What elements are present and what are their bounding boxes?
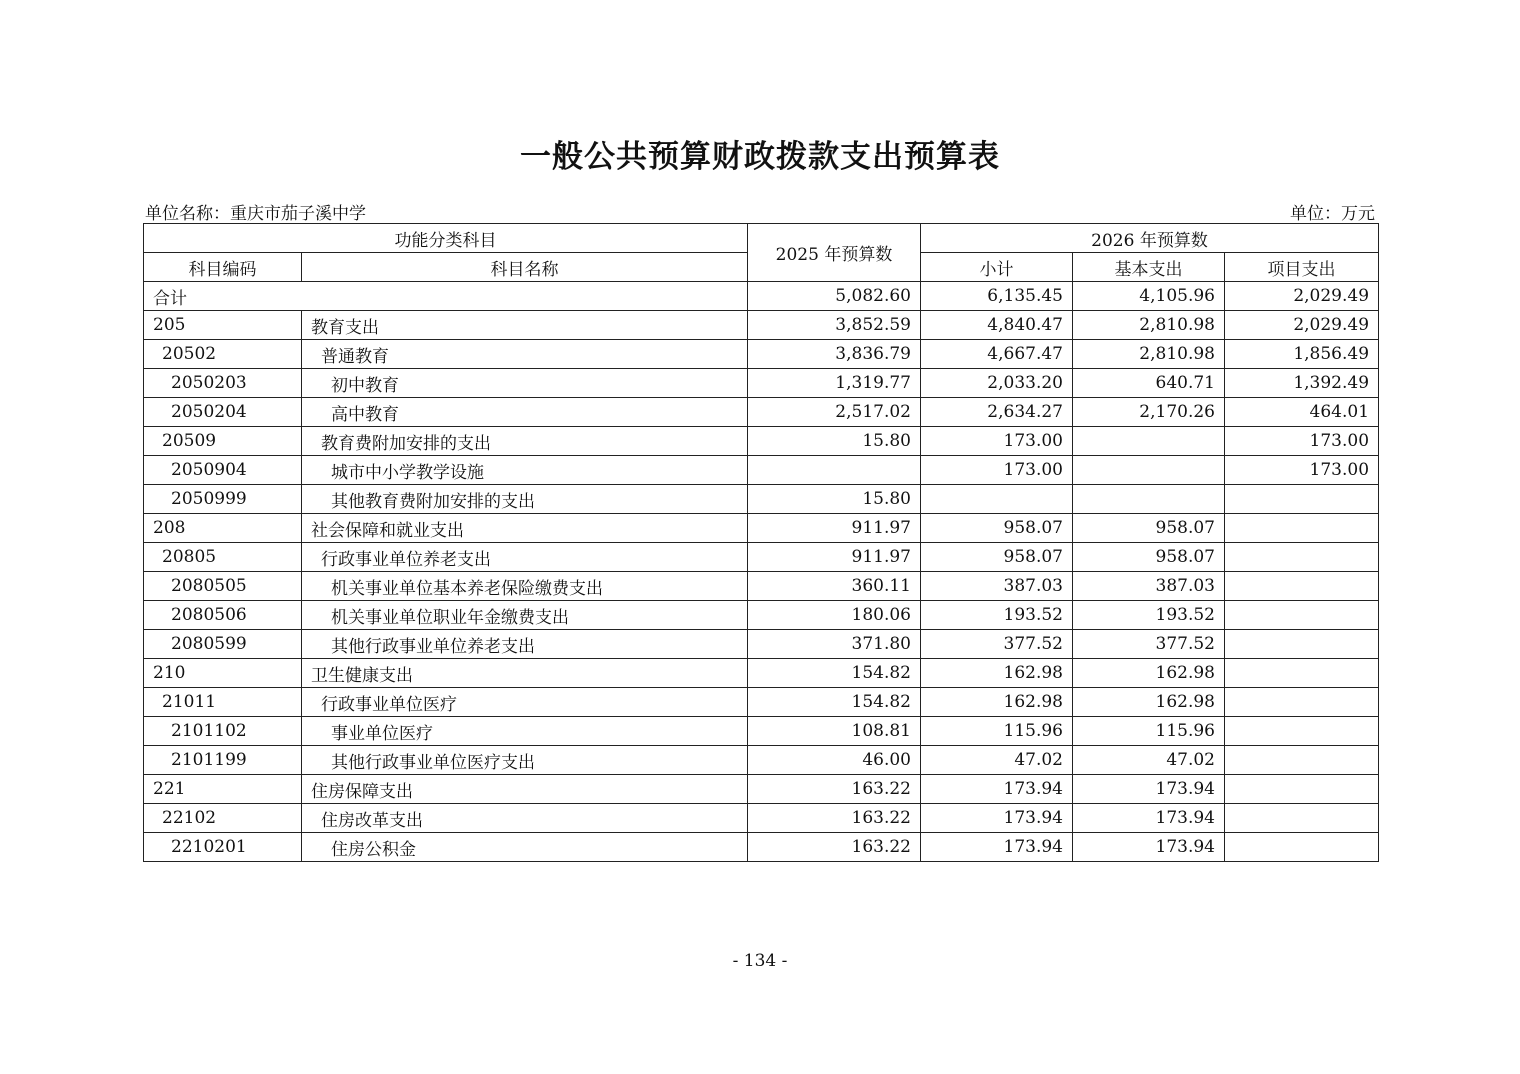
table-row [144,804,1379,833]
cell-code: 2080505 [144,572,302,601]
table-row [144,543,1379,572]
cell-code: 20805 [144,543,302,572]
cell-project: 2,029.49 [1225,311,1379,340]
cell-2025: 108.81 [748,717,921,746]
cell-name: 其他教育费附加安排的支出 [302,485,748,514]
cell-2025: 911.97 [748,543,921,572]
cell-name: 教育支出 [302,311,748,340]
cell-basic: 173.94 [1073,833,1225,862]
cell-subtotal: 193.52 [921,601,1073,630]
cell-2025: 163.22 [748,804,921,833]
table-row [144,398,1379,427]
cell-2025 [748,456,921,485]
cell-basic: 193.52 [1073,601,1225,630]
header-subtotal: 小计 [921,253,1073,282]
cell-name: 住房保障支出 [302,775,748,804]
cell-2025: 3,836.79 [748,340,921,369]
cell-code: 2050204 [144,398,302,427]
total-project: 2,029.49 [1225,282,1379,311]
cell-project [1225,485,1379,514]
cell-code: 21011 [144,688,302,717]
cell-name: 行政事业单位养老支出 [302,543,748,572]
cell-project [1225,833,1379,862]
cell-basic: 162.98 [1073,688,1225,717]
cell-project [1225,572,1379,601]
cell-name: 机关事业单位基本养老保险缴费支出 [302,572,748,601]
cell-project [1225,717,1379,746]
cell-subtotal: 958.07 [921,514,1073,543]
cell-2025: 3,852.59 [748,311,921,340]
cell-code: 2050999 [144,485,302,514]
total-basic: 4,105.96 [1073,282,1225,311]
table-row [144,485,1379,514]
cell-name: 高中教育 [302,398,748,427]
total-label: 合计 [144,282,748,311]
cell-basic: 387.03 [1073,572,1225,601]
cell-name: 城市中小学教学设施 [302,456,748,485]
cell-code: 2080599 [144,630,302,659]
cell-subtotal: 115.96 [921,717,1073,746]
total-2025: 5,082.60 [748,282,921,311]
cell-project [1225,688,1379,717]
cell-2025: 1,319.77 [748,369,921,398]
cell-project [1225,746,1379,775]
budget-table [143,223,1379,862]
page-title: 一般公共预算财政拨款支出预算表 [520,139,1000,175]
cell-2025: 911.97 [748,514,921,543]
table-row [144,369,1379,398]
cell-subtotal: 173.94 [921,804,1073,833]
cell-name: 机关事业单位职业年金缴费支出 [302,601,748,630]
cell-basic: 640.71 [1073,369,1225,398]
cell-basic: 958.07 [1073,514,1225,543]
cell-basic: 47.02 [1073,746,1225,775]
cell-name: 住房公积金 [302,833,748,862]
cell-project [1225,601,1379,630]
cell-basic: 173.94 [1073,804,1225,833]
header-budget-2026: 2026 年预算数 [921,224,1379,253]
table-row [144,514,1379,543]
table-row [144,630,1379,659]
cell-code: 22102 [144,804,302,833]
table-row [144,746,1379,775]
cell-subtotal: 173.94 [921,833,1073,862]
header-basic: 基本支出 [1073,253,1225,282]
cell-name: 住房改革支出 [302,804,748,833]
cell-basic: 2,170.26 [1073,398,1225,427]
table-row [144,688,1379,717]
page-number: - 134 - [732,951,788,971]
cell-2025: 46.00 [748,746,921,775]
cell-project: 464.01 [1225,398,1379,427]
cell-subtotal: 162.98 [921,659,1073,688]
cell-code: 2101199 [144,746,302,775]
cell-2025: 15.80 [748,485,921,514]
table-row [144,456,1379,485]
cell-project [1225,514,1379,543]
table-row [144,427,1379,456]
cell-subtotal: 47.02 [921,746,1073,775]
cell-code: 2101102 [144,717,302,746]
cell-subtotal: 162.98 [921,688,1073,717]
cell-2025: 15.80 [748,427,921,456]
cell-2025: 154.82 [748,688,921,717]
cell-2025: 371.80 [748,630,921,659]
cell-name: 教育费附加安排的支出 [302,427,748,456]
header-name: 科目名称 [302,253,748,282]
cell-basic [1073,427,1225,456]
cell-name: 行政事业单位医疗 [302,688,748,717]
cell-subtotal: 377.52 [921,630,1073,659]
table-row [144,311,1379,340]
table-row [144,572,1379,601]
table-row [144,601,1379,630]
cell-subtotal: 173.00 [921,456,1073,485]
cell-project: 1,392.49 [1225,369,1379,398]
unit-name: 单位名称：重庆市茄子溪中学 [145,204,366,224]
cell-project [1225,659,1379,688]
cell-name: 事业单位医疗 [302,717,748,746]
cell-code: 210 [144,659,302,688]
cell-2025: 163.22 [748,775,921,804]
cell-subtotal: 2,033.20 [921,369,1073,398]
cell-subtotal: 2,634.27 [921,398,1073,427]
cell-basic [1073,485,1225,514]
cell-2025: 180.06 [748,601,921,630]
cell-basic: 2,810.98 [1073,340,1225,369]
cell-2025: 163.22 [748,833,921,862]
table-row [144,717,1379,746]
cell-subtotal [921,485,1073,514]
cell-project [1225,630,1379,659]
header-budget-2025: 2025 年预算数 [748,224,921,282]
cell-code: 2050904 [144,456,302,485]
cell-project [1225,804,1379,833]
cell-code: 221 [144,775,302,804]
cell-code: 20509 [144,427,302,456]
cell-basic: 173.94 [1073,775,1225,804]
cell-code: 2080506 [144,601,302,630]
cell-subtotal: 4,840.47 [921,311,1073,340]
table-body [144,282,1379,862]
cell-project: 1,856.49 [1225,340,1379,369]
cell-project [1225,543,1379,572]
table-row [144,340,1379,369]
cell-name: 卫生健康支出 [302,659,748,688]
unit-label: 单位：万元 [1290,204,1375,224]
total-row [144,282,1379,311]
cell-2025: 154.82 [748,659,921,688]
cell-name: 其他行政事业单位养老支出 [302,630,748,659]
cell-subtotal: 387.03 [921,572,1073,601]
cell-basic: 377.52 [1073,630,1225,659]
cell-basic [1073,456,1225,485]
cell-name: 其他行政事业单位医疗支出 [302,746,748,775]
cell-basic: 2,810.98 [1073,311,1225,340]
cell-subtotal: 958.07 [921,543,1073,572]
cell-name: 初中教育 [302,369,748,398]
cell-code: 208 [144,514,302,543]
cell-subtotal: 173.94 [921,775,1073,804]
cell-basic: 958.07 [1073,543,1225,572]
header-functional: 功能分类科目 [144,224,748,253]
cell-2025: 360.11 [748,572,921,601]
cell-code: 205 [144,311,302,340]
cell-basic: 115.96 [1073,717,1225,746]
header-project: 项目支出 [1225,253,1379,282]
total-subtotal: 6,135.45 [921,282,1073,311]
cell-subtotal: 173.00 [921,427,1073,456]
cell-code: 2210201 [144,833,302,862]
header-code: 科目编码 [144,253,302,282]
cell-project [1225,775,1379,804]
cell-2025: 2,517.02 [748,398,921,427]
table-row [144,775,1379,804]
cell-code: 2050203 [144,369,302,398]
cell-code: 20502 [144,340,302,369]
cell-project: 173.00 [1225,427,1379,456]
cell-basic: 162.98 [1073,659,1225,688]
cell-project: 173.00 [1225,456,1379,485]
table-row [144,833,1379,862]
cell-subtotal: 4,667.47 [921,340,1073,369]
cell-name: 社会保障和就业支出 [302,514,748,543]
table-row [144,659,1379,688]
table-header [144,224,1379,282]
cell-name: 普通教育 [302,340,748,369]
